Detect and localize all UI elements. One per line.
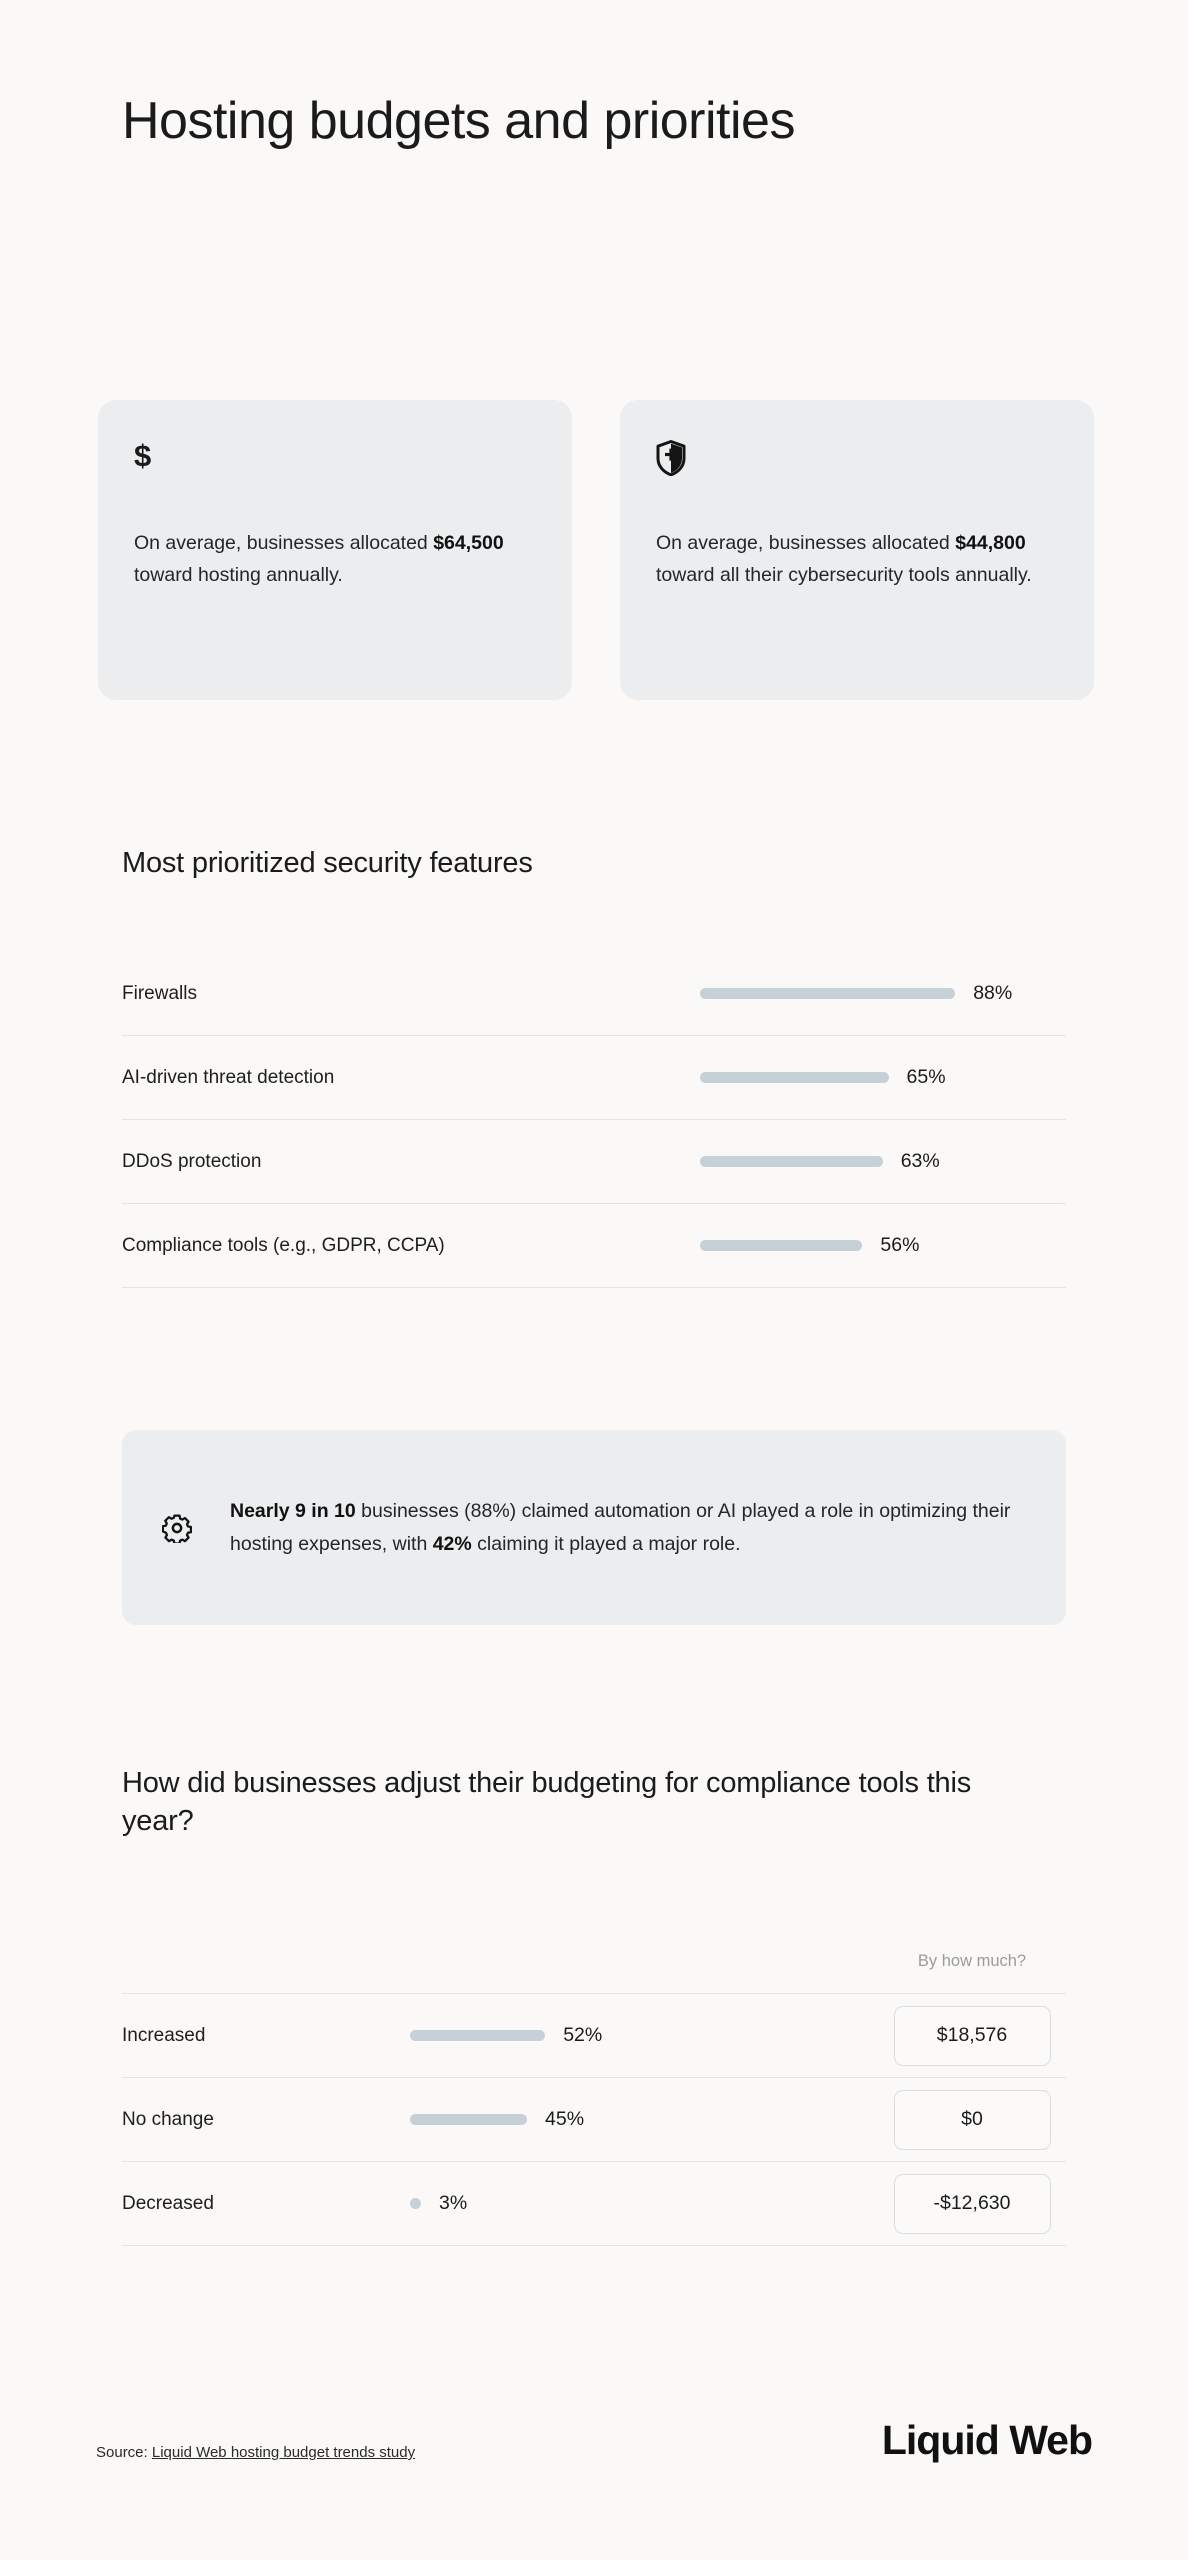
compliance-row-label: Increased <box>122 2024 206 2046</box>
compliance-bar <box>410 2198 421 2209</box>
security-feature-bar-wrapper <box>700 1066 1000 1089</box>
compliance-percent: 52% <box>563 2024 603 2046</box>
callout-mid: businesses (88%) claimed automation or AI played a role in optimizing their hosting expenses, with <box>230 1499 1011 1555</box>
security-feature-label: Compliance tools (e.g., GDPR, CCPA) <box>122 1234 445 1256</box>
compliance-bar <box>410 2030 545 2041</box>
security-feature-bar-wrapper <box>700 1150 1000 1173</box>
page-title: Hosting budgets and priorities <box>122 92 795 150</box>
dollar-sign-icon <box>134 440 536 486</box>
security-feature-label: DDoS protection <box>122 1150 262 1172</box>
compliance-amount-pill: $0 <box>894 2090 1051 2150</box>
section-heading-compliance: How did businesses adjust their budgeting for compliance tools this year? <box>122 1767 972 1837</box>
compliance-row-label: Decreased <box>122 2192 214 2214</box>
callout-tail: claiming it played a major role. <box>471 1532 741 1555</box>
security-feature-percent: 88% <box>973 982 1013 1004</box>
callout-text <box>230 1495 1022 1560</box>
shield-icon <box>656 440 1058 486</box>
security-feature-percent: 63% <box>900 1150 940 1172</box>
stat-text-before: On average, businesses allocated <box>134 532 434 554</box>
compliance-bar-wrapper <box>410 2192 878 2215</box>
stat-card-text <box>656 528 1058 591</box>
source-note <box>96 2444 415 2461</box>
table-header-row <box>122 1930 1066 1994</box>
compliance-amount-pill: $18,576 <box>894 2006 1051 2066</box>
source-link[interactable]: Liquid Web hosting budget trends study <box>151 2444 416 2461</box>
security-feature-bar <box>700 1240 862 1251</box>
security-features-chart <box>122 952 1066 1288</box>
source-prefix: Source: <box>96 2444 152 2461</box>
callout-bold-percent: 42% <box>432 1532 472 1555</box>
compliance-row <box>122 2162 1066 2246</box>
stat-card-cybersecurity-budget <box>620 400 1094 700</box>
security-feature-row <box>122 1120 1066 1204</box>
footer <box>0 2417 1188 2463</box>
dollar-sign-glyph: $ <box>134 438 152 473</box>
compliance-amount-cell <box>878 2174 1066 2234</box>
compliance-bar-wrapper <box>410 2024 878 2047</box>
stat-card-text <box>134 528 536 591</box>
compliance-row-label: No change <box>122 2108 214 2130</box>
security-feature-percent: 56% <box>880 1234 920 1256</box>
stat-card-hosting-budget <box>98 400 572 700</box>
compliance-bar-wrapper <box>410 2108 878 2131</box>
stat-card-group <box>98 400 1094 700</box>
security-feature-bar <box>700 1156 883 1167</box>
compliance-amount-cell <box>878 2090 1066 2150</box>
column-header-amount: By how much? <box>917 1952 1027 1970</box>
gear-icon <box>160 1513 194 1543</box>
compliance-amount-cell <box>878 2006 1066 2066</box>
security-feature-row <box>122 952 1066 1036</box>
security-feature-bar <box>700 988 955 999</box>
stat-amount: $44,800 <box>955 532 1026 554</box>
stat-text-before: On average, businesses allocated <box>656 532 956 554</box>
section-heading-security: Most prioritized security features <box>122 847 533 879</box>
compliance-percent: 3% <box>439 2192 468 2214</box>
stat-amount: $64,500 <box>433 532 504 554</box>
security-feature-row <box>122 1204 1066 1288</box>
compliance-percent: 45% <box>545 2108 585 2130</box>
security-feature-bar <box>700 1072 889 1083</box>
compliance-row <box>122 1994 1066 2078</box>
compliance-amount-pill: -$12,630 <box>894 2174 1051 2234</box>
stat-text-after: toward all their cybersecurity tools annually. <box>656 563 1032 586</box>
liquid-web-logo: Liquid Web <box>881 2417 1092 2463</box>
security-feature-bar-wrapper <box>700 982 1012 1005</box>
callout-bold-lead: Nearly 9 in 10 <box>230 1499 356 1522</box>
security-feature-row <box>122 1036 1066 1120</box>
compliance-row <box>122 2078 1066 2162</box>
security-feature-percent: 65% <box>906 1066 946 1088</box>
security-feature-bar-wrapper <box>700 1234 1000 1257</box>
stat-text-after: toward hosting annually. <box>134 563 343 586</box>
automation-callout <box>122 1430 1066 1625</box>
security-feature-label: AI-driven threat detection <box>122 1066 335 1088</box>
compliance-budget-chart <box>122 1930 1066 2246</box>
security-feature-label: Firewalls <box>122 982 197 1004</box>
compliance-bar <box>410 2114 527 2125</box>
